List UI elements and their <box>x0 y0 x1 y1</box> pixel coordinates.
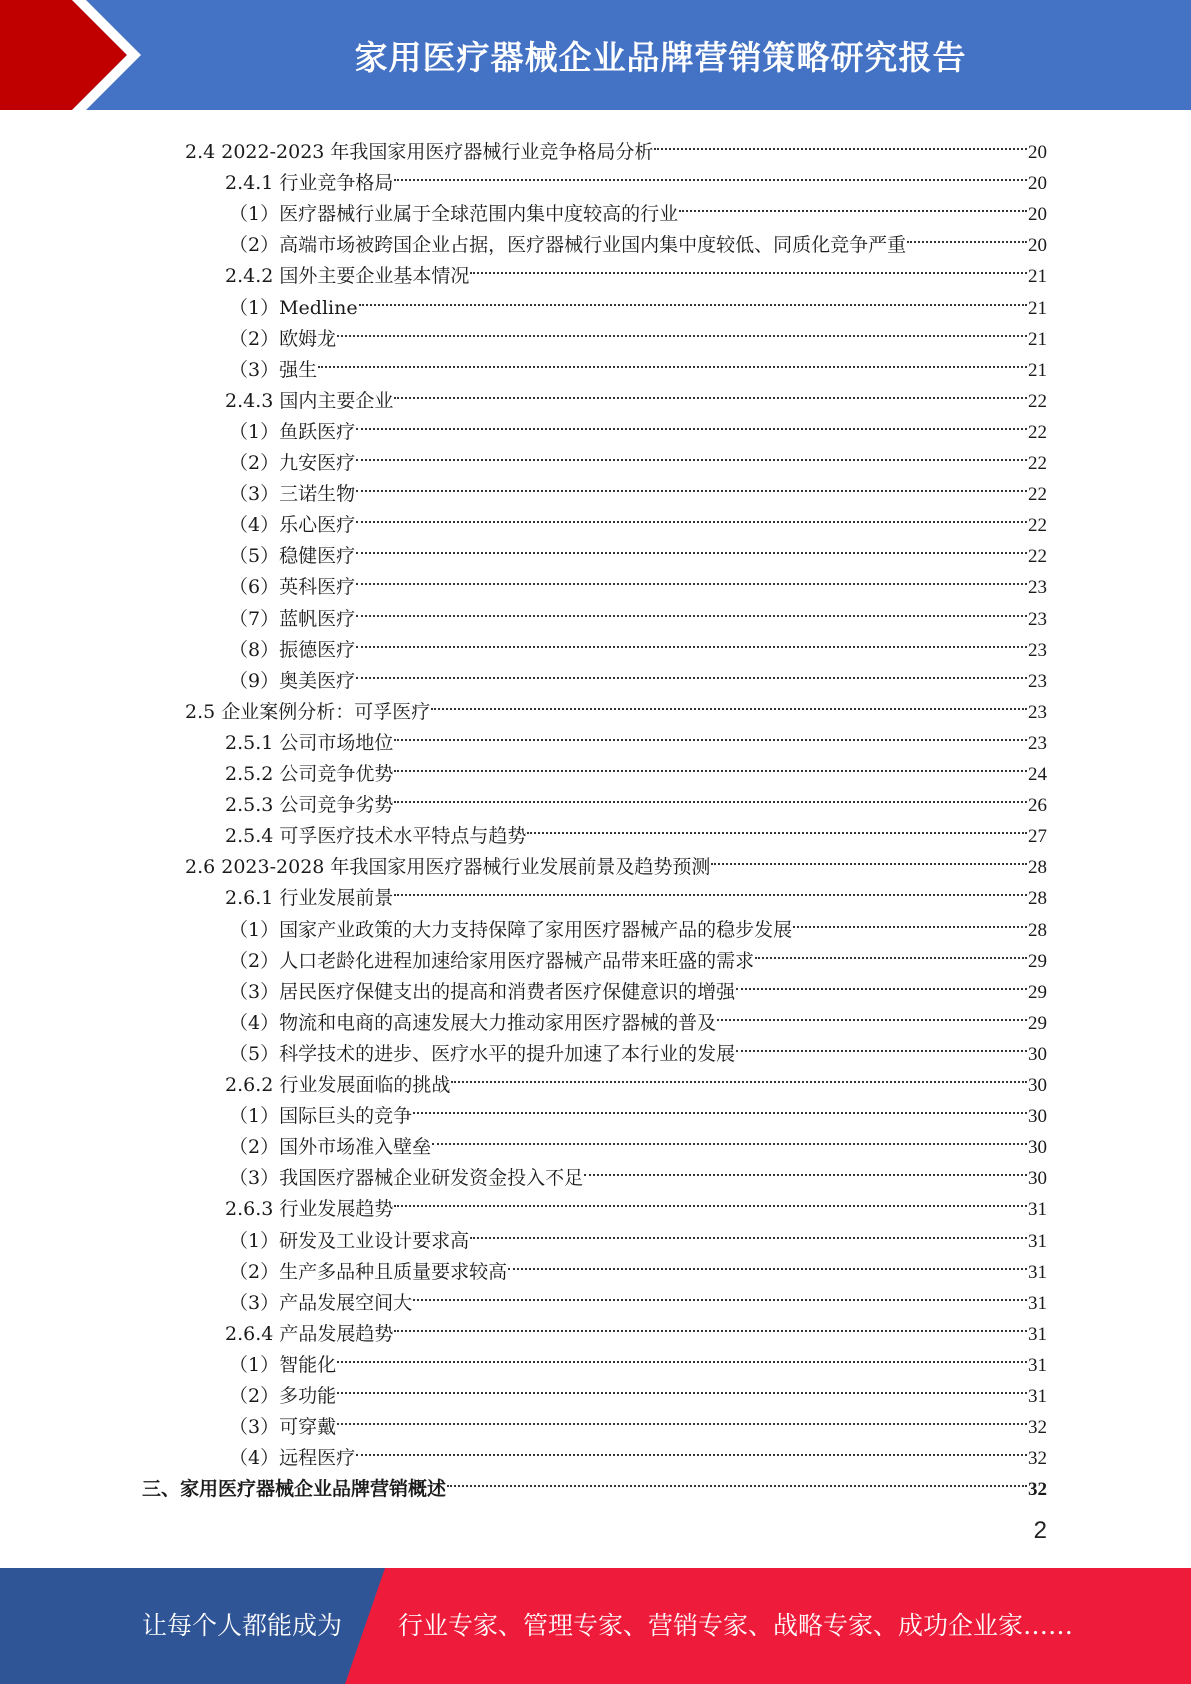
toc-entry[interactable] <box>229 625 1047 661</box>
toc-entry-page: 31 <box>1028 1386 1047 1407</box>
toc-entry[interactable] <box>229 283 1047 319</box>
toc-dot-leader <box>413 1091 1027 1122</box>
toc-entry-page: 24 <box>1028 764 1047 785</box>
toc-entry[interactable] <box>229 531 1047 568</box>
toc-dot-leader <box>318 345 1027 376</box>
toc-entry-page: 27 <box>1028 826 1047 848</box>
toc-entry-page: 28 <box>1028 857 1047 879</box>
toc-entry[interactable] <box>142 1464 1047 1501</box>
toc-entry-title: （4）远程医疗 <box>229 1447 356 1470</box>
toc-entry[interactable] <box>229 1029 1047 1065</box>
toc-dot-leader <box>359 283 1027 314</box>
toc-entry[interactable] <box>229 1247 1047 1283</box>
toc-entry[interactable] <box>229 656 1047 692</box>
toc-dot-leader <box>447 1464 1027 1495</box>
toc-entry-title: （5）科学技术的进步、医疗水平的提升加速了本行业的发展 <box>229 1042 736 1065</box>
toc-entry-title: 2.6 2023-2028 年我国家用医疗器械行业发展前景及趋势预测 <box>185 856 711 879</box>
toc-entry-title: （9）奥美医疗 <box>229 669 356 692</box>
toc-entry-page: 28 <box>1028 919 1047 941</box>
toc-dot-leader <box>356 469 1027 500</box>
toc-entry-title: （2）多功能 <box>229 1385 337 1407</box>
toc-dot-leader <box>907 220 1027 251</box>
toc-entry-title: 2.6.3 行业发展趋势 <box>225 1198 394 1221</box>
toc-entry-title: （4）物流和电商的高速发展大力推动家用医疗器械的普及 <box>229 1011 717 1034</box>
toc-entry-page: 20 <box>1028 142 1047 163</box>
toc-dot-leader <box>356 407 1027 438</box>
toc-dot-leader <box>413 1278 1027 1309</box>
toc-dot-leader <box>654 127 1027 158</box>
toc-entry-title: （3）强生 <box>229 358 318 381</box>
toc-dot-leader <box>432 1122 1027 1153</box>
page-header <box>0 0 1191 110</box>
toc-entry[interactable] <box>225 1309 1047 1345</box>
toc-entry-title: （1）国家产业政策的大力支持保障了家用医疗器械产品的稳步发展 <box>229 918 793 941</box>
toc-entry-page: 31 <box>1028 1230 1047 1252</box>
toc-entry-page: 30 <box>1028 1043 1047 1065</box>
toc-entry-title: 2.4.3 国内主要企业 <box>225 389 394 412</box>
toc-entry-title: 2.5.4 可孚医疗技术水平特点与趋势 <box>225 825 527 848</box>
toc-entry-page: 31 <box>1028 1292 1047 1314</box>
toc-entry-page: 29 <box>1028 1012 1047 1034</box>
toc-entry[interactable] <box>229 1402 1047 1439</box>
toc-dot-leader <box>394 780 1027 811</box>
toc-entry-page: 21 <box>1028 328 1047 350</box>
toc-entry-title: （3）居民医疗保健支出的提高和消费者医疗保健意识的增强 <box>229 980 736 1003</box>
toc-entry-title: 2.5.1 公司市场地位 <box>225 731 394 754</box>
toc-entry[interactable] <box>229 1153 1047 1190</box>
toc-dot-leader <box>527 811 1027 842</box>
toc-entry-title: 2.6.1 行业发展前景 <box>225 887 394 910</box>
toc-entry[interactable] <box>229 967 1047 1003</box>
toc-dot-leader <box>717 998 1027 1029</box>
toc-dot-leader <box>394 158 1027 189</box>
toc-entry-title: 2.5.3 公司竞争劣势 <box>225 794 394 817</box>
toc-dot-leader <box>337 314 1027 345</box>
toc-entry-page: 20 <box>1028 235 1047 257</box>
toc-dot-leader <box>337 1371 1027 1402</box>
toc-entry[interactable] <box>229 1122 1047 1159</box>
toc-entry-page: 23 <box>1028 639 1047 661</box>
toc-entry-page: 29 <box>1028 950 1047 972</box>
toc-dot-leader <box>337 1402 1027 1433</box>
toc-entry-page: 22 <box>1028 390 1047 412</box>
toc-entry-title: （3）可穿戴 <box>229 1416 337 1439</box>
toc-entry[interactable] <box>229 314 1047 350</box>
toc-entry[interactable] <box>225 1060 1047 1096</box>
toc-entry[interactable] <box>229 1216 1047 1252</box>
toc-entry-title: （2）生产多品种且质量要求较高 <box>229 1260 508 1283</box>
toc-entry-title: （8）振德医疗 <box>229 638 356 661</box>
toc-dot-leader <box>356 438 1027 469</box>
toc-dot-leader <box>755 936 1027 967</box>
toc-entry-page: 28 <box>1028 888 1047 910</box>
toc-entry-page: 30 <box>1028 1168 1047 1190</box>
toc-entry-title: 2.4.2 国外主要企业基本情况 <box>225 265 470 288</box>
toc-entry-title: （6）英科医疗 <box>229 576 356 599</box>
toc-entry-title: （2）九安医疗 <box>229 452 356 474</box>
toc-entry-page: 29 <box>1028 981 1047 1003</box>
toc-dot-leader <box>394 749 1027 780</box>
toc-entry-page: 32 <box>1028 1417 1047 1439</box>
toc-entry[interactable] <box>229 1433 1047 1470</box>
toc-dot-leader <box>356 656 1027 687</box>
toc-entry[interactable] <box>229 905 1047 941</box>
toc-entry-page: 22 <box>1028 515 1047 537</box>
toc-entry[interactable] <box>229 189 1047 226</box>
toc-entry-page: 32 <box>1028 1448 1047 1470</box>
toc-entry[interactable] <box>225 811 1047 848</box>
toc-dot-leader <box>679 189 1027 220</box>
page-number: 2 <box>1033 1517 1047 1544</box>
toc-entry-page: 31 <box>1028 1354 1047 1376</box>
toc-entry-page: 20 <box>1028 204 1047 226</box>
toc-entry-title: （1）医疗器械行业属于全球范围内集中度较高的行业 <box>229 203 679 226</box>
toc-entry-title: （1）研发及工业设计要求高 <box>229 1229 470 1252</box>
toc-entry[interactable] <box>229 1371 1047 1407</box>
toc-entry-page: 30 <box>1028 1075 1047 1096</box>
toc-entry[interactable] <box>225 780 1047 817</box>
toc-entry-title: 2.6.2 行业发展面临的挑战 <box>225 1074 451 1096</box>
toc-entry-page: 26 <box>1028 795 1047 817</box>
toc-entry-page: 22 <box>1028 453 1047 474</box>
toc-entry[interactable] <box>229 998 1047 1034</box>
toc-entry[interactable] <box>229 407 1047 443</box>
toc-dot-leader <box>356 500 1027 531</box>
toc-entry-title: （3）我国医疗器械企业研发资金投入不足 <box>229 1167 584 1190</box>
toc-entry[interactable] <box>185 687 1047 723</box>
toc-entry[interactable] <box>229 1091 1047 1128</box>
toc-dot-leader <box>736 1029 1027 1060</box>
toc-entry-title: 2.4.1 行业竞争格局 <box>225 172 394 195</box>
toc-entry-title: （3）产品发展空间大 <box>229 1291 413 1314</box>
page-footer <box>0 1568 1191 1684</box>
toc-entry-page: 20 <box>1028 173 1047 195</box>
toc-dot-leader <box>394 1309 1027 1340</box>
chevron-red-shape <box>0 0 127 110</box>
toc-entry[interactable] <box>229 220 1047 257</box>
toc-entry-title: 2.6.4 产品发展趋势 <box>225 1322 394 1345</box>
toc-dot-leader <box>431 687 1027 718</box>
toc-dot-leader <box>337 1340 1027 1371</box>
toc-dot-leader <box>356 531 1027 562</box>
toc-entry-page: 23 <box>1028 577 1047 599</box>
toc-entry-page: 23 <box>1028 670 1047 692</box>
toc-entry-title: （2）欧姆龙 <box>229 327 337 350</box>
toc-entry-page: 22 <box>1028 484 1047 506</box>
toc-entry-title: （3）三诺生物 <box>229 483 356 506</box>
toc-entry-page: 22 <box>1028 546 1047 568</box>
toc-entry-page: 30 <box>1028 1137 1047 1159</box>
toc-dot-leader <box>394 873 1027 904</box>
toc-entry-title: （1）国际巨头的竞争 <box>229 1105 413 1128</box>
toc-entry-page: 23 <box>1028 732 1047 754</box>
toc-entry-title: （4）乐心医疗 <box>229 514 356 537</box>
toc-dot-leader <box>451 1060 1027 1091</box>
footer-slogan-left: 让每个人都能成为 <box>142 1611 343 1640</box>
toc-dot-leader <box>793 905 1027 936</box>
toc-entry-title: （5）稳健医疗 <box>229 545 356 568</box>
toc-entry-title: 三、家用医疗器械企业品牌营销概述 <box>142 1478 447 1501</box>
footer-slogan-right: 行业专家、管理专家、营销专家、战略专家、成功企业家…… <box>398 1611 1074 1640</box>
toc-dot-leader <box>711 842 1027 873</box>
toc-entry[interactable] <box>229 500 1047 537</box>
toc-entry-title: （2）高端市场被跨国企业占据，医疗器械行业国内集中度较低、同质化竞争严重 <box>229 234 907 257</box>
toc-entry[interactable] <box>229 345 1047 381</box>
toc-entry-title: 2.5.2 公司竞争优势 <box>225 763 394 785</box>
toc-entry[interactable] <box>229 562 1047 599</box>
toc-entry-title: （1）鱼跃医疗 <box>229 420 356 443</box>
toc-entry-page: 23 <box>1028 701 1047 723</box>
toc-entry-page: 31 <box>1028 1261 1047 1283</box>
toc-entry[interactable] <box>229 438 1047 474</box>
toc-entry-title: （2）人口老龄化进程加速给家用医疗器械产品带来旺盛的需求 <box>229 949 755 972</box>
toc-entry-page: 21 <box>1028 297 1047 319</box>
toc-dot-leader <box>470 1216 1027 1247</box>
toc-entry-page: 30 <box>1028 1106 1047 1128</box>
toc-entry[interactable] <box>229 936 1047 972</box>
toc-dot-leader <box>394 1184 1027 1215</box>
toc-entry[interactable] <box>185 842 1047 879</box>
toc-entry-page: 23 <box>1028 608 1047 630</box>
toc-entry-title: （2）国外市场准入壁垒 <box>229 1136 432 1159</box>
toc-entry-title: 2.4 2022-2023 年我国家用医疗器械行业竞争格局分析 <box>185 141 654 163</box>
toc-entry[interactable] <box>225 158 1047 195</box>
toc-entry-title: （1）Medline <box>229 296 358 319</box>
toc-entry[interactable] <box>229 1278 1047 1314</box>
toc-dot-leader <box>356 594 1027 625</box>
toc-dot-leader <box>508 1247 1027 1278</box>
toc-entry[interactable] <box>225 251 1047 288</box>
toc-dot-leader <box>736 967 1027 998</box>
toc-entry-page: 22 <box>1028 421 1047 443</box>
toc-entry-page: 31 <box>1028 1323 1047 1345</box>
toc-dot-leader <box>394 376 1027 407</box>
toc-entry-page: 31 <box>1028 1199 1047 1221</box>
toc-entry[interactable] <box>229 594 1047 630</box>
toc-entry-page: 21 <box>1028 359 1047 381</box>
toc-dot-leader <box>356 625 1027 656</box>
toc-entry-title: （7）蓝帆医疗 <box>229 607 356 630</box>
toc-entry-title: （1）智能化 <box>229 1353 337 1376</box>
toc-dot-leader <box>470 251 1027 282</box>
toc-dot-leader <box>356 562 1027 593</box>
toc-entry[interactable] <box>225 873 1047 910</box>
toc-dot-leader <box>584 1153 1027 1184</box>
toc-entry-title: 2.5 企业案例分析：可孚医疗 <box>185 700 431 723</box>
toc-entry[interactable] <box>225 376 1047 412</box>
toc-entry[interactable] <box>229 469 1047 506</box>
toc-dot-leader <box>356 1433 1027 1464</box>
toc-entry-page: 32 <box>1028 1479 1047 1501</box>
toc-entry[interactable] <box>225 749 1047 785</box>
toc-entry[interactable] <box>185 127 1047 163</box>
toc-entry[interactable] <box>225 1184 1047 1221</box>
report-title: 家用医疗器械企业品牌营销策略研究报告 <box>354 37 967 77</box>
toc-dot-leader <box>394 718 1027 749</box>
toc-entry[interactable] <box>229 1340 1047 1376</box>
red-chevron-decoration <box>0 0 155 110</box>
toc-entry-page: 21 <box>1028 266 1047 288</box>
toc-entry[interactable] <box>225 718 1047 754</box>
